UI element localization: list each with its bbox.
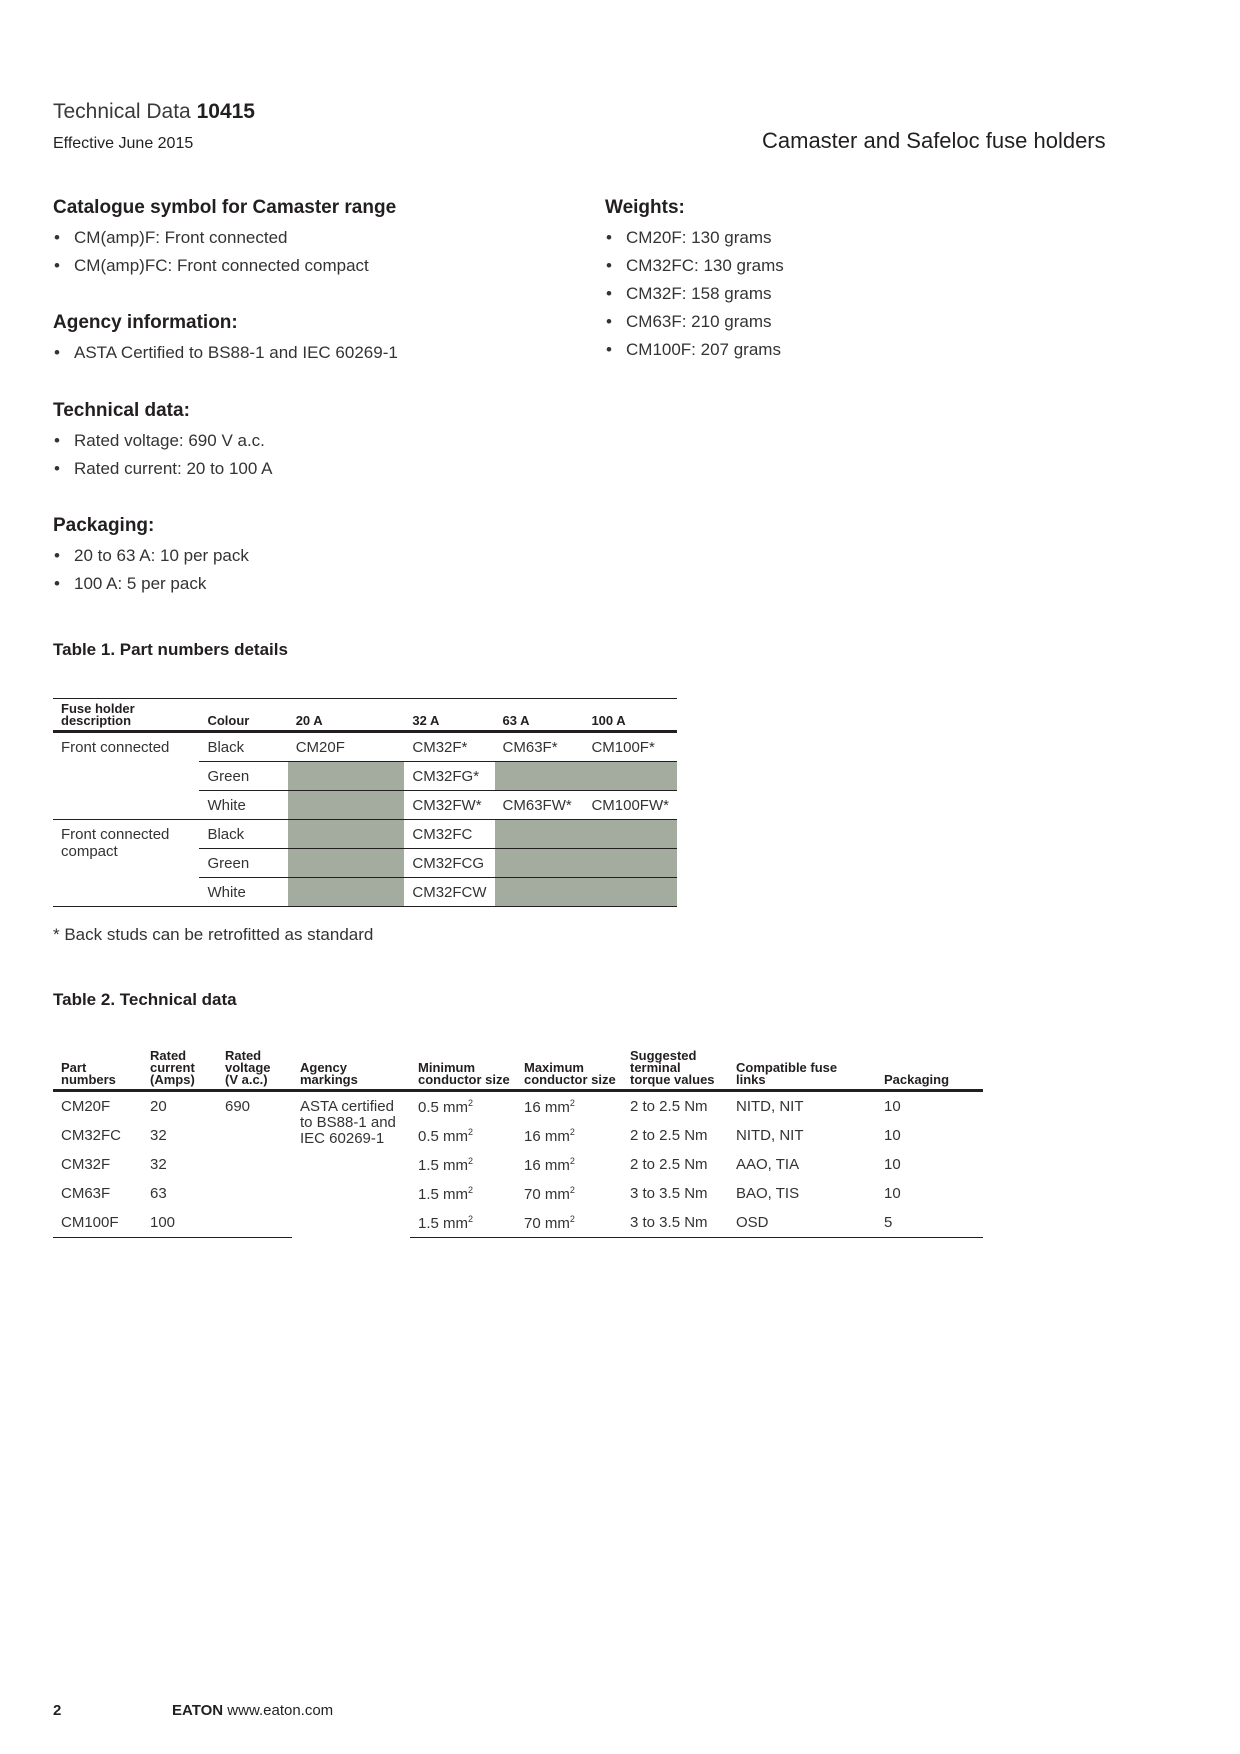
table-cell: 10 (884, 1156, 901, 1173)
table-cell: CM32F (61, 1156, 111, 1173)
technical-list (53, 427, 573, 483)
table-cell: CM63F (61, 1185, 111, 1202)
table-cell: 3 to 3.5 Nm (630, 1185, 708, 1202)
column-header: 63 A (495, 699, 584, 732)
list-item: • CM(amp)F: Front connected (53, 224, 573, 252)
table-cell (217, 1208, 292, 1238)
column-header: Fuse holder description (53, 699, 199, 732)
agency-list (53, 339, 573, 367)
packaging-list (53, 542, 573, 598)
column-header: Colour (199, 699, 287, 732)
technical-heading: Technical data: (53, 400, 190, 421)
table2-caption: Table 2. Technical data (53, 990, 237, 1009)
brand-name: EATON (172, 1702, 224, 1719)
table-cell: 5 (876, 1208, 983, 1238)
weights-list (605, 224, 1005, 364)
unavailable-cell (495, 878, 584, 907)
table1-caption: Table 1. Part numbers details (53, 640, 288, 659)
table-cell: 20 (150, 1098, 167, 1115)
unavailable-cell (495, 820, 584, 849)
list-item: • 100 A: 5 per pack (53, 570, 573, 598)
table-cell: 690 (225, 1098, 251, 1115)
column-header: Rated voltage (V a.c.) (217, 1050, 292, 1091)
table-cell: 1.5 $mm^2$ (410, 1208, 516, 1238)
table-cell: 10 (884, 1098, 901, 1115)
table-cell: CM32FCW (404, 878, 494, 907)
list-item: • CM(amp)FC: Front connected compact (53, 252, 573, 280)
unavailable-cell (288, 878, 405, 907)
list-item: • CM63F: 210 grams (605, 308, 1005, 336)
table1-footnote: * Back studs can be retrofitted as standard (53, 925, 374, 944)
table-cell: CM32FW* (404, 791, 494, 820)
table-cell: Green (199, 762, 287, 791)
table-cell: CM63F* (495, 732, 584, 762)
table-row (53, 1179, 983, 1208)
column-header: Agency markings (292, 1050, 410, 1091)
agency-section (53, 312, 573, 367)
agency-heading: Agency information: (53, 312, 238, 333)
unavailable-cell (495, 849, 584, 878)
table-cell: White (199, 878, 287, 907)
table-cell (217, 1121, 292, 1150)
table-cell: 2 to 2.5 Nm (630, 1127, 708, 1144)
effective-date: Effective June 2015 (53, 135, 194, 152)
column-header: Suggested terminal torque values (622, 1050, 728, 1091)
table-cell: 0.5 $mm^2$ (418, 1097, 474, 1116)
list-item: • CM100F: 207 grams (605, 336, 1005, 364)
catalogue-list (53, 224, 573, 280)
table-cell: AAO, TIA (736, 1156, 800, 1173)
column-header: Packaging (876, 1050, 983, 1091)
list-item: • ASTA Certified to BS88-1 and IEC 60269-1 (53, 339, 573, 367)
table-cell: CM100F* (583, 732, 677, 762)
catalogue-heading: Catalogue symbol for Camaster range (53, 197, 397, 218)
packaging-heading: Packaging: (53, 515, 155, 536)
table-cell (217, 1179, 292, 1208)
table-cell: CM32FC (61, 1127, 122, 1144)
weights-heading: Weights: (605, 197, 685, 218)
table-cell: 63 (150, 1185, 167, 1202)
unavailable-cell (583, 820, 677, 849)
doc-number: 10415 (196, 100, 255, 123)
weights-section (605, 197, 1005, 364)
table-cell: 16 $mm^2$ (524, 1155, 575, 1174)
page-number: 2 (53, 1702, 62, 1719)
list-item: • CM32F: 158 grams (605, 280, 1005, 308)
column-header: Maximum conductor size (516, 1050, 622, 1091)
footer-brand (172, 1702, 333, 1719)
table-cell: CM100F (53, 1208, 142, 1238)
table-cell: 16 $mm^2$ (524, 1126, 575, 1145)
table-cell: OSD (728, 1208, 876, 1238)
list-item: • 20 to 63 A: 10 per pack (53, 542, 573, 570)
group-description: Front connected compact (53, 820, 199, 907)
unavailable-cell (583, 762, 677, 791)
table-cell: 16 $mm^2$ (524, 1097, 575, 1116)
table-cell: CM32F* (404, 732, 494, 762)
table-cell: CM100FW* (583, 791, 677, 820)
table-cell: 100 (142, 1208, 217, 1238)
part-numbers-table (53, 698, 677, 907)
table-header-row (53, 1050, 983, 1091)
title-prefix: Technical Data (53, 100, 191, 123)
unavailable-cell (288, 849, 405, 878)
table-cell: Black (199, 732, 287, 762)
product-title: Camaster and Safeloc fuse holders (762, 128, 1106, 153)
table-cell: 70 $mm^2$ (524, 1184, 575, 1203)
unavailable-cell (288, 791, 405, 820)
list-item: • Rated current: 20 to 100 A (53, 455, 573, 483)
table-row (53, 1091, 983, 1122)
table-cell: CM20F (61, 1098, 111, 1115)
table-cell: CM32FG* (404, 762, 494, 791)
table-cell: CM32FC (404, 820, 494, 849)
table-cell: 10 (884, 1185, 901, 1202)
column-header: Compatible fuse links (728, 1050, 876, 1091)
table-cell: 10 (884, 1127, 901, 1144)
table-cell: 70 $mm^2$ (516, 1208, 622, 1238)
table-cell: White (199, 791, 287, 820)
column-header: 100 A (583, 699, 677, 732)
table-cell: 32 (150, 1127, 167, 1144)
list-item: • CM32FC: 130 grams (605, 252, 1005, 280)
table-cell: 32 (150, 1156, 167, 1173)
table-cell: 1.5 $mm^2$ (418, 1155, 474, 1174)
table-cell: Green (199, 849, 287, 878)
table-cell: CM20F (288, 732, 405, 762)
unavailable-cell (583, 849, 677, 878)
table-cell: BAO, TIS (736, 1185, 800, 1202)
table-row (53, 732, 677, 762)
list-item: • CM20F: 130 grams (605, 224, 1005, 252)
unavailable-cell (495, 762, 584, 791)
table-cell: 2 to 2.5 Nm (630, 1156, 708, 1173)
column-header: Part numbers (53, 1050, 142, 1091)
table-row (53, 1208, 983, 1238)
table-cell: 3 to 3.5 Nm (622, 1208, 728, 1238)
table-cell: Black (199, 820, 287, 849)
column-header: 32 A (404, 699, 494, 732)
table-cell: 2 to 2.5 Nm (630, 1098, 708, 1115)
list-item: • Rated voltage: 690 V a.c. (53, 427, 573, 455)
table-cell (217, 1150, 292, 1179)
website-link[interactable]: www.eaton.com (227, 1702, 334, 1719)
table-row (53, 820, 677, 849)
table-row (53, 1121, 983, 1150)
unavailable-cell (288, 820, 405, 849)
column-header: 20 A (288, 699, 405, 732)
table-cell: NITD, NIT (736, 1127, 804, 1144)
table-header-row (53, 699, 677, 732)
unavailable-cell (583, 878, 677, 907)
table-cell: CM32FCG (404, 849, 494, 878)
group-description: Front connected (53, 732, 199, 820)
table-cell: CM63FW* (495, 791, 584, 820)
table-cell: 1.5 $mm^2$ (418, 1184, 474, 1203)
column-header: Rated current (Amps) (142, 1050, 217, 1091)
packaging-section (53, 515, 573, 598)
technical-data-table (53, 1050, 983, 1238)
unavailable-cell (288, 762, 405, 791)
agency-markings-cell: ASTA certified to BS88-1 and IEC 60269-1 (300, 1098, 396, 1147)
technical-section (53, 400, 573, 483)
page-title (53, 100, 255, 124)
table-cell: 0.5 $mm^2$ (418, 1126, 474, 1145)
column-header: Minimum conductor size (410, 1050, 516, 1091)
table-row (53, 1150, 983, 1179)
catalogue-section (53, 197, 573, 280)
table-cell: NITD, NIT (736, 1098, 804, 1115)
